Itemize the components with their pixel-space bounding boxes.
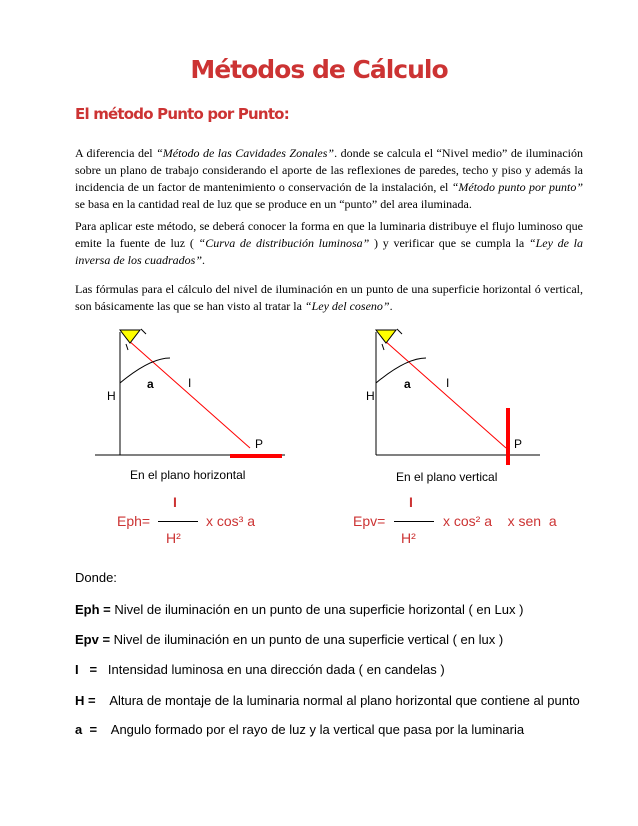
formula-denominator: H² [166,530,181,546]
fraction-bar [394,521,434,522]
donde-label: Donde: [75,570,117,585]
caption-vertical: En el plano vertical [396,470,498,484]
luminaire-icon [376,330,396,343]
formula-lhs: Epv= [353,513,386,529]
definition-h: H = Altura de montaje de la luminaria normal al plano horizontal que contiene al punto [75,693,580,708]
paragraph-intro: A diferencia del “Método de las Cavidades Zonales”. donde se calcula el “Nivel medio” de iluminación sobre un plano de trabajo considerando el aporte de las reflexiones de paredes, techo y piso y además la incidencia de un factor de mantenimiento o conservación de la instalación, el “Método punto por punto” se basa en la cantidad real de luz que se produce en un “punto” del area iluminada. [75,146,584,211]
definition-epv: Epv = Nivel de iluminación en un punto de una superficie vertical ( en lux ) [75,632,504,647]
formula-numerator: I [173,494,177,510]
point-label: P [514,437,523,451]
formula-rhs: x cos³ a [206,513,256,529]
intensity-label: I [188,376,192,390]
luminaire-icon [120,330,140,343]
height-label: H [107,389,116,403]
definition-a: a = Angulo formado por el rayo de luz y la vertical que pasa por la luminaria [75,722,525,737]
angle-label: a [404,377,411,391]
height-label: H [366,389,375,403]
paragraph-method: Para aplicar este método, se deberá conocer la forma en que la luminaria distribuye el flujo luminoso que emite la fuente de luz ( “Curva de distribución luminosa” ) y verificar que se cumpla la “Ley de la inversa de los cuadrados”. [75,219,584,267]
intensity-label: I [446,376,450,390]
angle-label: a [147,377,154,391]
definition-eph: Eph = Nivel de iluminación en un punto de una superficie horizontal ( en Lux ) [75,602,524,617]
paragraph-formulas: Las fórmulas para el cálculo del nivel de iluminación en un punto de una superficie horizontal ó vertical, son básicamente las que se han visto al tratar la “Ley del coseno”. [75,282,583,313]
formula-numerator: I [409,494,413,510]
light-ray [128,340,250,448]
light-ray [384,340,506,448]
formula-denominator: H² [401,530,416,546]
page-title: Métodos de Cálculo [190,55,448,84]
caption-horizontal: En el plano horizontal [130,468,246,482]
section-title: El método Punto por Punto: [75,105,289,123]
formula-lhs: Eph= [117,513,151,529]
fraction-bar [158,521,198,522]
point-label: P [255,437,264,451]
formula-rhs: x cos² a x sen a [443,513,557,529]
definition-i: I = Intensidad luminosa en una dirección dada ( en candelas ) [75,662,445,677]
